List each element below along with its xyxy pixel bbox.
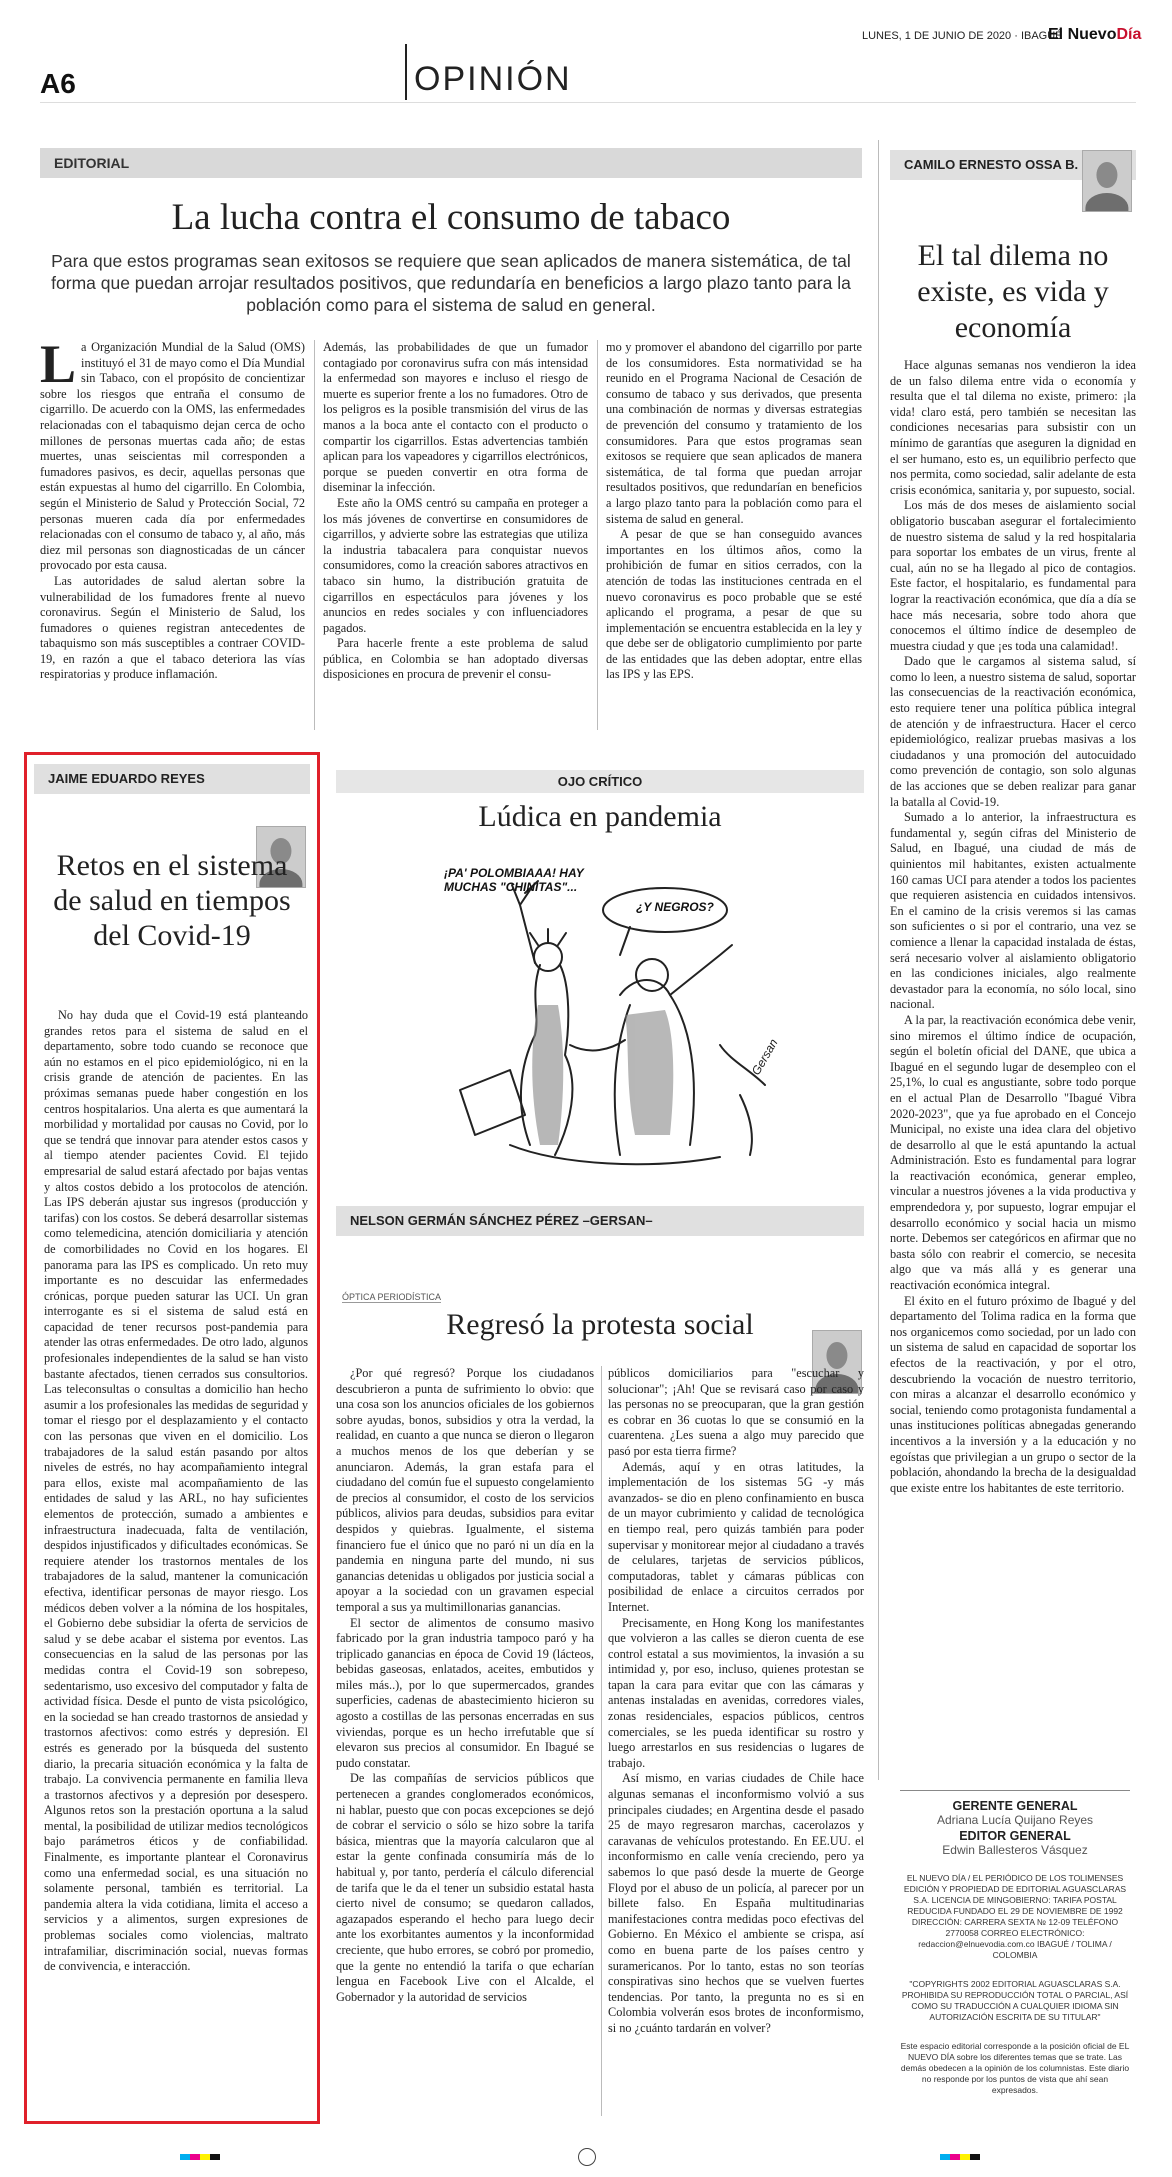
col-rule [314, 340, 315, 730]
right-author-name: CAMILO ERNESTO OSSA B. [904, 157, 1079, 172]
masthead-credits [900, 1790, 1130, 2096]
editorial-col-2 [323, 340, 588, 683]
cartoon-illustration [420, 845, 800, 1185]
color-bar [940, 2154, 980, 2160]
editorial-title: La lucha contra el consumo de tabaco [171, 197, 731, 238]
bottom-col-1 [336, 1366, 594, 2005]
brand-logo [1048, 26, 1141, 44]
cartoon-signature: Gersan [748, 1036, 781, 1078]
bottom-kicker: ÓPTICA PERIODÍSTICA [342, 1292, 442, 1302]
bottom-c1-p1: ¿Por qué regresó? Porque los ciudadanos descubrieron a punta de sufrimiento lo obvio: que una cosa son los anuncios oficiales de los gobiernos sobre ayudas, bonos, subsidios y otra la verdad, la realidad, en cuanto a que nunca se dieron o llegaron a muchos menos de los que deberían y se anunciaron. Además, la gran estafa para el ciudadano del común fue el supuesto congelamiento de precios al consumidor, el costo de los servicios públicos, alivios para deudas, subsidios para evitar despidos y quiebras. Igualmente, el sistema financiero fue el único que no paró ni un día en la pandemia en ninguna parte del mundo, ni sus ganancias detenidas u obligados por justicia social a apoyar a la sociedad con un gravamen especial temporal a sus ya multimillonarias ganancias. [336, 1366, 594, 1614]
cartoon-bubble-2: ¿Y NEGROS? [636, 900, 714, 914]
bottom-c2-p4: Así mismo, en varias ciudades de Chile hace algunas semanas el inconformismo volvió a sus principales ciudades; en Argentina desde el pasado 25 de mayo regresaron marchas, cacerolazos y caravanas de vehículos protestando. En EE.UU. el inconformismo en calle venía creciendo, pero ya sabemos lo que pasó desde la muerte de George Floyd por el abuso de un policía, al parecer por un billete falso. En España multitudinarias manifestaciones contra medidas poco efectivas del Gobierno. En México el ambiente se crispa, así como en buena parte de los países centro y suramericanos. Por lo tanto, estas no son teorías conspirativas sino hechos que se vuelven fuertes tendencias. Por tanto, la pregunta no es si en Colombia volverán esos brotes de inconformismo, si no ¿cuánto tardarán en volver? [608, 1771, 864, 2035]
right-p3: Dado que le cargamos al sistema salud, sí como lo leen, a nuestro sistema de salud, soportar las consecuencias de la reactivación económica, esto requiere tener una política pública integral de atención y de infraestructura. Hacer el cerco epidemiológico, realizar pruebas masivas a los ciudadanos y una promoción del autocuidado como prevención de contagio, son solo algunas de las acciones que se deben realizar para ganar la batalla al Covid-19. [890, 654, 1136, 809]
legal-text: EL NUEVO DÍA / EL PERIÓDICO DE LOS TOLIMENSES EDICIÓN Y PROPIEDAD DE EDITORIAL AGUASCLARAS S.A. LICENCIA DE MINGOBIERNO: TARIFA POSTAL REDUCIDA FUNDADO EL 29 DE NOVIEMBRE DE 1992 DIRECCIÓN: CARRERA SEXTA № 12-09 TELÉFONO 2770058 CORREO ELECTRÓNICO: redaccion@elnuevodia.com.co IBAGUÉ / TOLIMA / COLOMBIA [903, 1873, 1127, 1960]
section-divider [405, 44, 407, 100]
left-author-bar [34, 764, 310, 794]
cartoon-title: Lúdica en pandemia [478, 800, 722, 833]
bottom-col-2 [608, 1366, 864, 2037]
registration-mark [578, 2148, 596, 2166]
header-rule [40, 102, 1136, 103]
editorial-col1-text: a Organización Mundial de la Salud (OMS) instituyó el 31 de mayo como el Día Mundial sin Tabaco, con el propósito de concientizar sobre los riesgos que entraña el consumo de cigarrillo. De acuerdo con la OMS, las enfermedades relacionadas con el tabaquismo dejan cerca de ocho millones de personas muertas cada año; de estas muertes, unas seiscientas mil corresponden a fumadores pasivos, es decir, aquellas personas que están expuestas al humo del cigarrillo. En Colombia, según el Ministerio de Salud y Protección Social, 72 personas mueren cada día por enfermedades relacionadas con el consumo de tabaco y, al año, más diez mil personas son diagnosticadas de un cáncer provocado por esta causa. [40, 340, 305, 573]
page-number: A6 [40, 68, 76, 99]
ed-name: Edwin Ballesteros Vásquez [942, 1843, 1088, 1857]
right-p1: Hace algunas semanas nos vendieron la idea de un falso dilema entre vida o economía y resulta que el tal dilema no existe, primero: ¡la vida! claro está, pero también se necesitan las condiciones necesarias para subsistir con un mínimo de garantías que aseguren la dignidad en el ser humano, esto es, un equilibrio perfecto que nos permita, como sociedad, salir adelante de esta crisis económica, sanitaria y, por supuesto, social. [890, 358, 1136, 497]
bottom-c2-p2: Además, aquí y en otras latitudes, la implementación de los sistemas 5G -y más avanzados- se dio en pleno confinamiento en busca de un mayor cubrimiento y calidad de tecnológica en tiempo real, pero quizás también para poder supervisar y monitorear mejor al ciudadano a través de celulares, tarjetas de servicios públicos, computadoras, tablet y cámaras públicas con posibilidad de enlace a circuitos cerrados por Internet. [608, 1459, 864, 1614]
bottom-c2-p3: Precisamente, en Hong Kong los manifestantes que volvieron a las calles se dieron cuenta de ese control estatal a sus movimientos, la invasión a su intimidad y, por eso, incluso, quienes protestan se tapan la cara para evitar que con las cámaras y antenas instaladas en avenidas, corredores viales, zonas residenciales, espacios públicos, centros comerciales, se les pueda identificar su rostro y luego arrestarlos en sus residencias o lugares de trabajo. [608, 1615, 864, 1770]
bottom-c2-p1: públicos domiciliarios para "escuchar y solucionar"; ¡Ah! Que se revisará caso por caso y las personas no se preocuparan, que la gran gestión es cobrar en 36 cuotas lo que se consumió en la cuarentena. ¿Les suena a algo muy parecido que pasó por esta tierra firme? [608, 1366, 864, 1458]
editorial-label: EDITORIAL [40, 148, 862, 178]
right-p4: Sumado a lo anterior, la infraestructura es fundamental y, según cifras del Ministerio de Salud, en Ibagué, una ciudad de más de quinientos mil habitantes, existen actualmente 160 camas UCI para atender a todos los pacientes que requieren asistencia en cuidados intensivos. En el camino de la crisis veremos si las camas son suficientes o si por el contrario, una vez se comience a llenar la capacidad instalada de éstas, será necesario volver al aislamiento obligatorio en las condiciones iniciales, algo realmente devastador para la economía, no sólo local, sino nacional. [890, 810, 1136, 1012]
right-p2: Los más de dos meses de aislamiento social obligatorio buscaban asegurar el fortalecimiento de nuestro sistema de salud y la red hospitalaria para soportar los embates de un virus, frente al cual, aún no se ha llegado al pico de contagios. Este factor, el hospitalario, es fundamental para lograr la reactivación económica, que día a día se hace más necesaria, sobre todo ahora que conocemos el último índice de desempleo de muestra ciudad y que ¡es toda una calamidad!. [890, 498, 1136, 653]
right-column-rule [878, 140, 879, 1780]
color-bar [180, 2154, 220, 2160]
editorial-col2-p2: Este año la OMS centró su campaña en proteger a los más jóvenes de convertirse en consumidores de cigarrillos, y advierte sobre las estrategias que utiliza la industria tabacalera para conquistar nuevos consumidores, como la creación sabores atractivos en tabaco sin humo, la distribución gratuita de cigarrillos en espectáculos para jóvenes y los anuncios en redes sociales y con influenciadores pagados. [323, 495, 588, 635]
section-title: OPINIÓN [414, 60, 572, 98]
ed-label: EDITOR GENERAL [959, 1829, 1071, 1843]
bottom-author-name: NELSON GERMÁN SÁNCHEZ PÉREZ –GERSAN– [350, 1213, 653, 1228]
brand-logo-b: Día [1116, 26, 1142, 43]
left-author-name: JAIME EDUARDO REYES [48, 771, 205, 786]
left-column-title: Retos en el sistema de salud en tiempos del Covid-19 [53, 849, 291, 952]
editorial-col-1 [40, 334, 305, 683]
left-p1: No hay duda que el Covid-19 está planteando grandes retos para el sistema de salud en el departamento, sobre todo cuando se reconoce que aún no estamos en el pico epidemiológico, ni en la crisis grande de atención de pacientes. En las próximas semanas puede haber congestión en los centros hospitalarios. Una alerta es que aumentará la morbilidad y mortalidad por causas no Covid, por lo que se tendrá que innovar para atender estos casos y al tiempo atender pacientes Covid. El tejido empresarial de salud estará afectado por bajas ventas y altos costos debido a los protocolos de atención. Las IPS deberán ajustar sus ingresos (producción y tarifas) con los costos. Se deberá desarrollar sistemas como telemedicina, atención domiciliaria y atención de comorbilidades no Covid en los hogares. El panorama para las IPS es complicado. Un reto muy importante es no descuidar las enfermedades crónicas, porque pueden saturar las UCI. Un gran interrogante es si el sistema de salud está en capacidad de tener recursos post-pandemia para atender las otras enfermedades. De otro lado, algunos profesionales independientes de la salud se han visto bastante afectados, tienen cerrados sus consultorios. Las teleconsultas o consultas a domicilio han hecho asumir a los profesionales las medidas de seguridad y tomar el riesgo por el desplazamiento y el contacto con las personas que viven en el domicilio. Los trabajadores de la salud están pasando por altos niveles de estrés, no hay acompañamiento integral para ellos, existe mal acompañamiento de las entidades de salud y las ARL, no hay suficientes elementos de protección, sumado a ambientes e infraestructura inadecuada, falta de ventilación, despidos injustificados y dificultades económicas. Se requiere atender los trastornos mentales de los trabajadores de la salud, mantener la comunicación efectiva, identificar personas de mayor riesgo. Los médicos deben volver a la nómina de los hospitales, el Gobierno debe subsidiar la oferta de servicios de salud y se debe acabar el sistema por eventos. Las consecuencias en la salud de las personas por las medidas contra el Covid-19 son sobrepeso, sedentarismo, uso excesivo del computador y falta de actividad física. Desde el punto de vista psicológico, en la sociedad se han creado trastornos de ansiedad y trastornos afectivos: como estrés y depresión. El estrés es generado por la búsqueda del sustento diario, la precaria situación económica y la falta de trabajo. La convivencia permanente en familia lleva a trastornos afectivos y a depresión por desespero. Algunos retos son la prestación oportuna a la salud mental, la posibilidad de utilizar medios tecnológicos bajo parámetros éticos y de confiabilidad. Finalmente, es importante plantear el Coronavirus como una enfermedad social, es una situación no solamente personal, también es territorial. La pandemia altera la vida cotidiana, limita el acceso a servicios y a alimentos, surgen expresiones de problemas sociales como violencias, maltrato intrafamiliar, discriminación social, nuevas formas de convivencia, e interacción. [44, 1008, 308, 1974]
disclaimer-text: Este espacio editorial corresponde a la posición oficial de EL NUEVO DÍA sobre los diferentes temas que se trate. Las demás obedecen a la opinión de los columnistas. Este diario no responde por los puntos de vista que ahí sean expresados. [900, 2041, 1130, 2095]
editorial-col-3 [606, 340, 862, 683]
right-column-body [890, 358, 1136, 1496]
bottom-c1-p3: De las compañías de servicios públicos que pertenecen a grandes conglomerados económicos, ni hablar, puesto que con pocas excepciones se dejó de cobrar el servicio o sólo se hizo sobre la tarifa básica, mientras que la mayoría calcularon que al estar la gente confinada consumiría más de lo habitual y, por tanto, perdería el cálculo diferencial de tarifa que le da el tener un subsidio estatal hasta cierto nivel de consumo; se quedaron callados, agazapados esperando el hecho para luego decir ante los exorbitantes aumentos y la inconformidad creciente, que hubo errores, se cobró por promedio, que la gente no entendió la tarifa o que echarían lengua en Facebook Live con el Alcalde, el Gobernador y la autoridad de servicios [336, 1771, 594, 2004]
cartoon-bubble-1: ¡PA' POLOMBIAAA! HAY MUCHAS "CHINITAS"... [444, 866, 584, 894]
editorial-col3-p1: mo y promover el abandono del cigarrillo por parte de los consumidores. Esta normatividad se ha reunido en el Programa Nacional de Cesación de consumo de tabaco y sus derivados, que presenta una combinación de normas y diversas estrategias de prevención del consumo y tratamiento de los consumidores. Para que estos programas sean exitosos se requiere que sean aplicados de manera sistemática, de tal forma que puedan arrojar resultados positivos, que redundarían en beneficios a largo plazo tanto para la población como para el sistema de salud en general. [606, 340, 862, 526]
copyright-text: "COPYRIGHTS 2002 EDITORIAL AGUASCLARAS S.A. PROHIBIDA SU REPRODUCCIÓN TOTAL O PARCIAL, ASÍ COMO SU TRADUCCIÓN A CUALQUIER IDIOMA SIN AUTORIZACIÓN ESCRITA DE SU TITULAR" [901, 1979, 1129, 2022]
col-rule [597, 340, 598, 730]
right-p6: El éxito en el futuro próximo de Ibagué y del departamento del Tolima radica en la forma que nos organicemos como sociedad, por un lado con un sistema de salud en capacidad de soportar los efectos de la reactivación, y por el otro, descubriendo la vocación de nuestro territorio, con miras a alcanzar el desarrollo económico y social, teniendo como protagonista fundamental a unas instituciones políticas abnegadas generando incentivos a la inversión y a la educación y no egoístas que privilegian a un grupo o sector de la población, ahondando la brecha de la desigualdad que existe entre los habitantes de este territorio. [890, 1293, 1136, 1495]
cartoon-drawing [420, 845, 800, 1185]
editorial-lead: Para que estos programas sean exitosos se requiere que sean aplicados de manera sistemática, de tal forma que puedan arrojar resultados positivos, que redundaría en beneficios a largo plazo tanto para la población como para el sistema de salud en general. [51, 251, 851, 315]
editorial-col2-p1: Además, las probabilidades de que un fumador contagiado por coronavirus sufra con más intensidad la enfermedad son mayores e incluso el riesgo de muerte es superior frente a los no fumadores. Otro de los peligros es la posible transmisión del virus de las manos a la boca ante el contacto con el producto o compartir los cigarrillos. Estas advertencias también aplican para los vapeadores y cigarrillos electrónicos, porque se pueden convertir en otra forma de diseminar la infección. [323, 340, 588, 495]
gm-name: Adriana Lucía Quijano Reyes [936, 1813, 1094, 1827]
gm-label: GERENTE GENERAL [952, 1799, 1078, 1813]
bottom-author-bar [336, 1206, 864, 1236]
right-column-title: El tal dilema no existe, es vida y economía [917, 239, 1109, 344]
date-line: LUNES, 1 DE JUNIO DE 2020 · IBAGUÉ [862, 30, 1063, 42]
left-column-body [44, 1008, 308, 1975]
col-rule [601, 1366, 602, 2116]
editorial-col1-p2: Las autoridades de salud alertan sobre la vulnerabilidad de los fumadores frente al nuevo coronavirus. Según el Ministerio de Salud, los fumadores o quienes registran antecedentes de tabaquismo son más susceptibles a contraer COVID-19, en razón a que el tabaco deteriora las vías respiratorias y produce inflamación. [40, 573, 305, 682]
editorial-dropcap: L [40, 334, 77, 394]
brand-logo-a: El Nuevo [1048, 26, 1117, 43]
editorial-col3-p2: A pesar de que se han conseguido avances importantes en los últimos años, como la prohibición de fumar en sitios cerrados, con la atención de todas las instituciones centrada en el nuevo coronavirus es poco probable que se esté aplicando el programa, a pesar de que su implementación se encuentra establecida en la ley y que debe ser de obligatorio cumplimiento por parte de las entidades que las deben adoptar, entre ellas las IPS y las EPS. [606, 527, 862, 682]
bottom-column-title: Regresó la protesta social [446, 1308, 754, 1341]
bottom-c1-p2: El sector de alimentos de consumo masivo fabricado por la gran industria tampoco paró y ha triplicado ganancias en época de Covid 19 (lácteos, bebidas gaseosas, enlatados, aceites, embutidos y miles más..), por lo que supermercados, grandes superficies, cadenas de abastecimiento hicieron su agosto a costillas de las personas encerradas en sus viviendas, porque es un hecho irrefutable que sí elevaron sus precios al consumidor. En Ibagué se pudo constatar. [336, 1615, 594, 1770]
author-avatar [1082, 150, 1132, 212]
editorial-col2-p3: Para hacerle frente a este problema de salud pública, en Colombia se han adoptado diversas disposiciones en procura de prevenir el consu- [323, 636, 588, 682]
right-p5: A la par, la reactivación económica debe venir, sino miremos el último índice de ocupación, según el boletín oficial del DANE, que ubica a Ibagué en el segundo lugar de desempleo con el 25,1%, lo cual es angustiante, sobre todo porque en el actual Plan de Desarrollo "Ibagué Vibra 2020-2023", que ya fue aprobado en el Concejo Municipal, no existe una idea clara del objetivo de desarrollo al que le está apuntando la actual Administración. Esto es fundamental para lograr la reactivación económica, generar empleo, vincular a nuestros jóvenes a la vida productiva y emprendedora y, por supuesto, lograr empujar el desarrollo económico y social hacia un mismo norte. Debemos ser categóricos en afirmar que no basta sólo con reabrir el comercio, se necesita algo que va más allá y es generar una reactivación económica integral. [890, 1012, 1136, 1293]
cartoon-label: OJO CRÍTICO [336, 770, 864, 793]
